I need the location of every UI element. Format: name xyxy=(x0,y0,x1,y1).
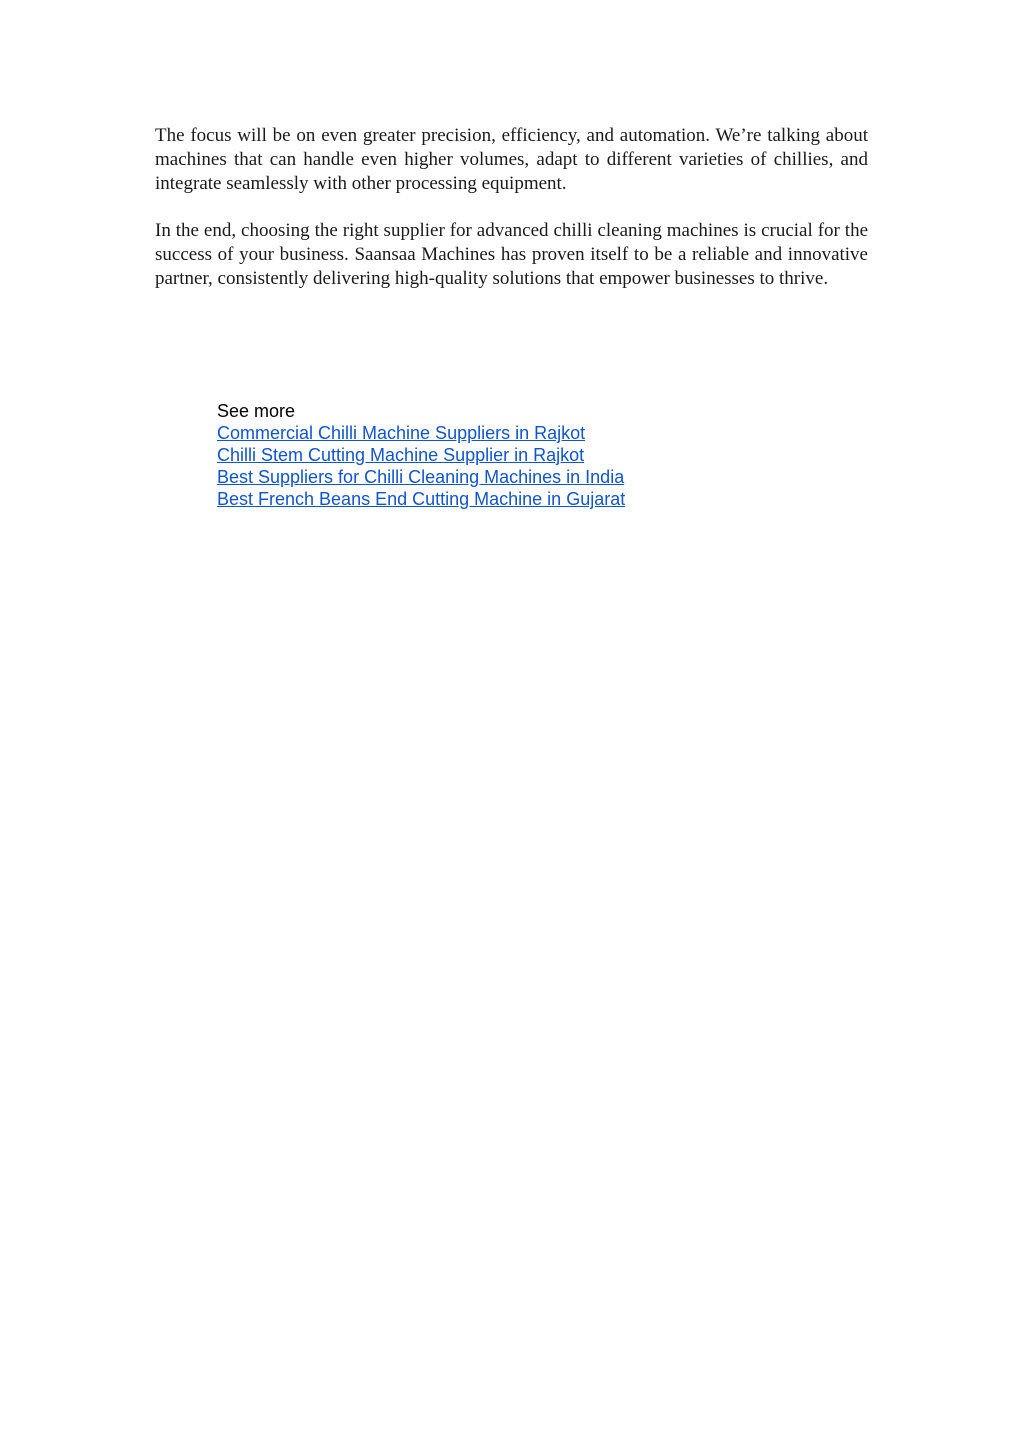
link-commercial-chilli-machine-suppliers[interactable]: Commercial Chilli Machine Suppliers in Rajkot xyxy=(217,423,586,443)
paragraph-future-focus: The focus will be on even greater precision, efficiency, and automation. We’re talking about machines that can handle even higher volumes, adapt to different varieties of chillies, and integrate seamlessly with other processing equipment. xyxy=(155,125,868,194)
see-more-section xyxy=(217,400,625,510)
paragraph-conclusion: In the end, choosing the right supplier for advanced chilli cleaning machines is crucial for the success of your business. Saansaa Machines has proven itself to be a reliable and innovative partner, consistently delivering high-quality solutions that empower businesses to thrive. xyxy=(155,220,868,289)
link-best-french-beans-end-cutting-machine[interactable]: Best French Beans End Cutting Machine in Gujarat xyxy=(217,489,626,509)
link-best-suppliers-chilli-cleaning-machines[interactable]: Best Suppliers for Chilli Cleaning Machines in India xyxy=(217,467,625,487)
link-chilli-stem-cutting-machine-supplier[interactable]: Chilli Stem Cutting Machine Supplier in Rajkot xyxy=(217,445,585,465)
see-more-label: See more xyxy=(217,401,296,421)
